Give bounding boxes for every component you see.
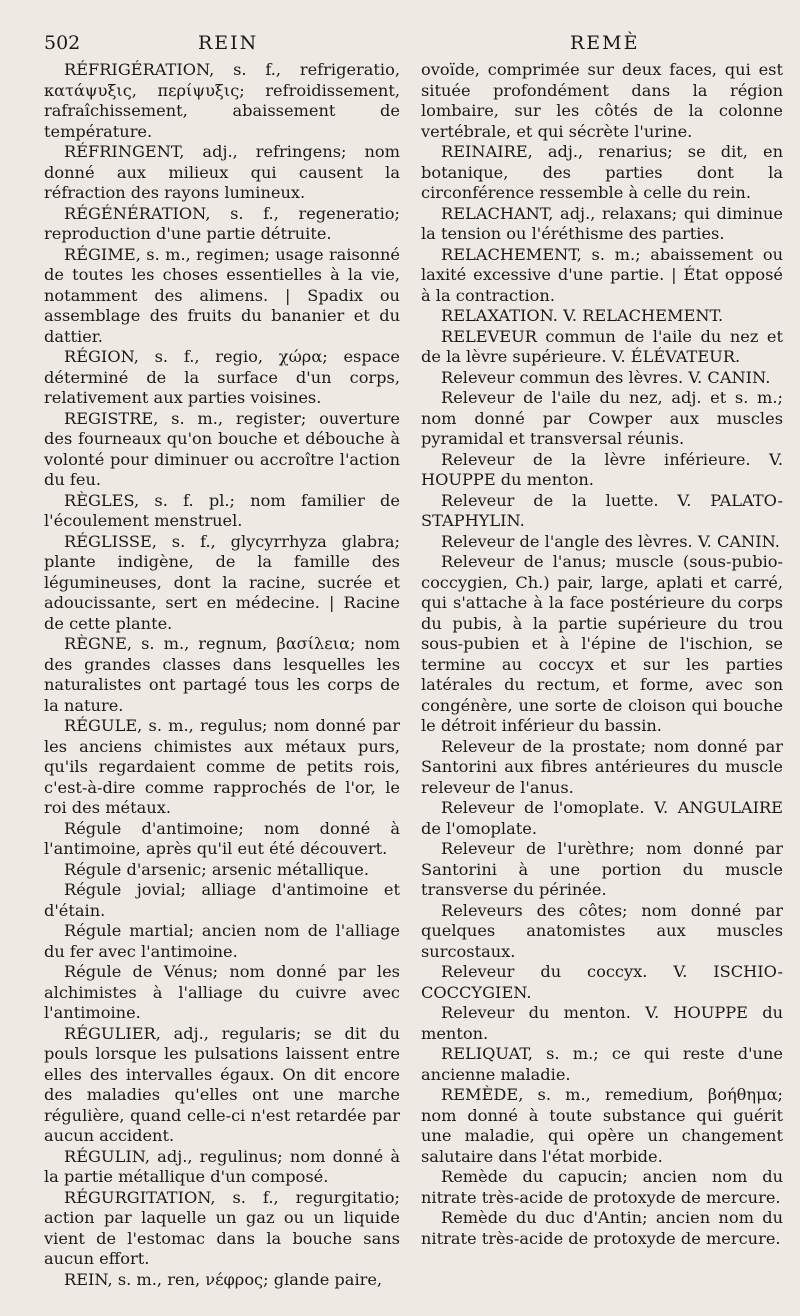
- entry-reliquat: RELIQUAT, s. m.; ce qui reste d'une ancienne maladie.: [421, 1044, 783, 1084]
- entry-releveur-aile-nez: Releveur de l'aile du nez, adj. et s. m.; nom donné par Cowper aux muscles pyramidal et transversal réunis.: [421, 388, 783, 448]
- left-column: [44, 60, 400, 1290]
- entry-releveur-angle-levres: Releveur de l'angle des lèvres. V. CANIN.: [441, 531, 780, 551]
- running-head-right: REMÈ: [570, 32, 640, 54]
- entry-releveur-coccyx: Releveur du coccyx. V. ISCHIO-COCCYGIEN.: [421, 962, 783, 1002]
- entry-regule-arsenic: Régule d'arsenic; arsenic métallique.: [64, 859, 370, 879]
- entry-regule-venus: Régule de Vénus; nom donné par les alchimistes à l'alliage du cuivre avec l'antimoine.: [44, 962, 400, 1022]
- entry-releveur-anus: Releveur de l'anus; muscle (sous-pubio-coccygien, Ch.) pair, large, aplati et carré, qui s'attache à la face postérieure du corps du pubis, à la partie supérieure du trou sous-pubien et à l'épine de l'ischion, se termine au coccyx et sur les parties latérales du rectum, et forme, avec son congénère, une sorte de cloison qui bouche le détroit inférieur du bassin.: [421, 552, 783, 735]
- entry-regne: RÈGNE, s. m., regnum, βασίλεια; nom des grandes classes dans lesquelles les naturalistes ont partagé tous les corps de la nature.: [44, 634, 400, 715]
- entry-regulier: RÉGULIER, adj., regularis; se dit du pouls lorsque les pulsations laissent entre elles des intervalles égaux. On dit encore des maladies qu'elles ont une marche régulière, quand celle-ci n'est retardée par aucun accident.: [44, 1023, 400, 1145]
- entry-releveur-commun-levres: Releveur commun des lèvres. V. CANIN.: [441, 367, 771, 387]
- entry-regule: RÉGULE, s. m., regulus; nom donné par les anciens chimistes aux métaux purs, qu'ils regardaient comme de petits rois, c'est-à-dire comme rapprochés de l'or, le roi des métaux.: [44, 716, 400, 817]
- entry-remede: REMÈDE, s. m., remedium, βοήθημα; nom donné à toute substance qui guérit une maladie, qui opère un changement salutaire dans l'état morbide.: [421, 1085, 783, 1166]
- entry-rein: REIN, s. m., ren, νέφρος; glande paire,: [64, 1269, 383, 1289]
- entry-regule-antimoine: Régule d'antimoine; nom donné à l'antimoine, après qu'il eut été découvert.: [44, 818, 400, 858]
- entry-registre: REGISTRE, s. m., register; ouverture des fourneaux qu'on bouche et débouche à volonté pour diminuer ou accroître l'action du feu.: [44, 408, 400, 489]
- page-number: 502: [44, 32, 81, 54]
- entry-rein-continued: ovoïde, comprimée sur deux faces, qui est située profondément dans la région lombaire, sur les côtés de la colonne vertébrale, et qui sécrète l'urine.: [421, 60, 783, 141]
- entry-releveur-commun-aile: RELEVEUR commun de l'aile du nez et de la lèvre supérieure. V. ÉLÉVATEUR.: [421, 326, 783, 366]
- entry-reinaire: REINAIRE, adj., renarius; se dit, en botanique, des parties dont la circonférence ressemble à celle du rein.: [421, 142, 783, 202]
- entry-reglisse: RÉGLISSE, s. f., glycyrrhyza glabra; plante indigène, de la famille des légumineuses, dont la racine, sucrée et adoucissante, sert en médecine. | Racine de cette plante.: [44, 531, 400, 633]
- right-column: [421, 60, 783, 1249]
- entry-releveur-luette: Releveur de la luette. V. PALATO-STAPHYLIN.: [421, 490, 783, 530]
- entry-releveurs-cotes: Releveurs des côtes; nom donné par quelques anatomistes aux muscles surcostaux.: [421, 900, 783, 961]
- entry-regles: RÈGLES, s. f. pl.; nom familier de l'écoulement menstruel.: [44, 490, 400, 530]
- entry-refringent: RÉFRINGENT, adj., refringens; nom donné aux milieux qui causent la réfraction des rayons lumineux.: [44, 142, 400, 202]
- entry-regule-jovial: Régule jovial; alliage d'antimoine et d'étain.: [44, 880, 400, 920]
- entry-regeneration: RÉGÉNÉRATION, s. f., regeneratio; reproduction d'une partie détruite.: [44, 203, 400, 243]
- entry-relachement: RELACHEMENT, s. m.; abaissement ou laxité excessive d'une partie. | État opposé à la contraction.: [421, 244, 783, 305]
- entry-regurgitation: RÉGURGITATION, s. f., regurgitatio; action par laquelle un gaz ou un liquide vient de l'estomac dans la bouche sans aucun effort.: [44, 1187, 400, 1268]
- entry-releveur-prostate: Releveur de la prostate; nom donné par Santorini aux fibres antérieures du muscle releveur de l'anus.: [421, 736, 783, 797]
- entry-remede-capucin: Remède du capucin; ancien nom du nitrate très-acide de protoxyde de mercure.: [421, 1167, 783, 1207]
- entry-relaxation: RELAXATION. V. RELACHEMENT.: [441, 306, 724, 325]
- entry-refrigeration: RÉFRIGÉRATION, s. f., refrigeratio, κατάψυξις, περίψυξις; refroidissement, rafraîchissement, abaissement de température.: [44, 60, 400, 141]
- entry-relachant: RELACHANT, adj., relaxans; qui diminue la tension ou l'éréthisme des parties.: [421, 203, 783, 243]
- entry-regule-martial: Régule martial; ancien nom de l'alliage du fer avec l'antimoine.: [44, 921, 400, 961]
- entry-releveur-omoplate: Releveur de l'omoplate. V. ANGULAIRE de l'omoplate.: [421, 798, 783, 838]
- running-head-left: REIN: [198, 32, 259, 54]
- entry-regime: RÉGIME, s. m., regimen; usage raisonné de toutes les choses essentielles à la vie, notamment des alimens. | Spadix ou assemblage des fruits du bananier et du dattier.: [44, 244, 400, 346]
- entry-releveur-levre-inferieure: Releveur de la lèvre inférieure. V. HOUPPE du menton.: [421, 449, 783, 489]
- entry-remede-duc-antin: Remède du duc d'Antin; ancien nom du nitrate très-acide de protoxyde de mercure.: [421, 1208, 783, 1248]
- entry-releveur-menton: Releveur du menton. V. HOUPPE du menton.: [421, 1003, 783, 1043]
- entry-region: RÉGION, s. f., regio, χώρα; espace déterminé de la surface d'un corps, relativement aux parties voisines.: [44, 347, 400, 407]
- entry-releveur-urethre: Releveur de l'urèthre; nom donné par Santorini à une portion du muscle transverse du périnée.: [421, 839, 783, 899]
- entry-regulin: RÉGULIN, adj., regulinus; nom donné à la partie métallique d'un composé.: [44, 1146, 400, 1186]
- page-header: [44, 28, 786, 58]
